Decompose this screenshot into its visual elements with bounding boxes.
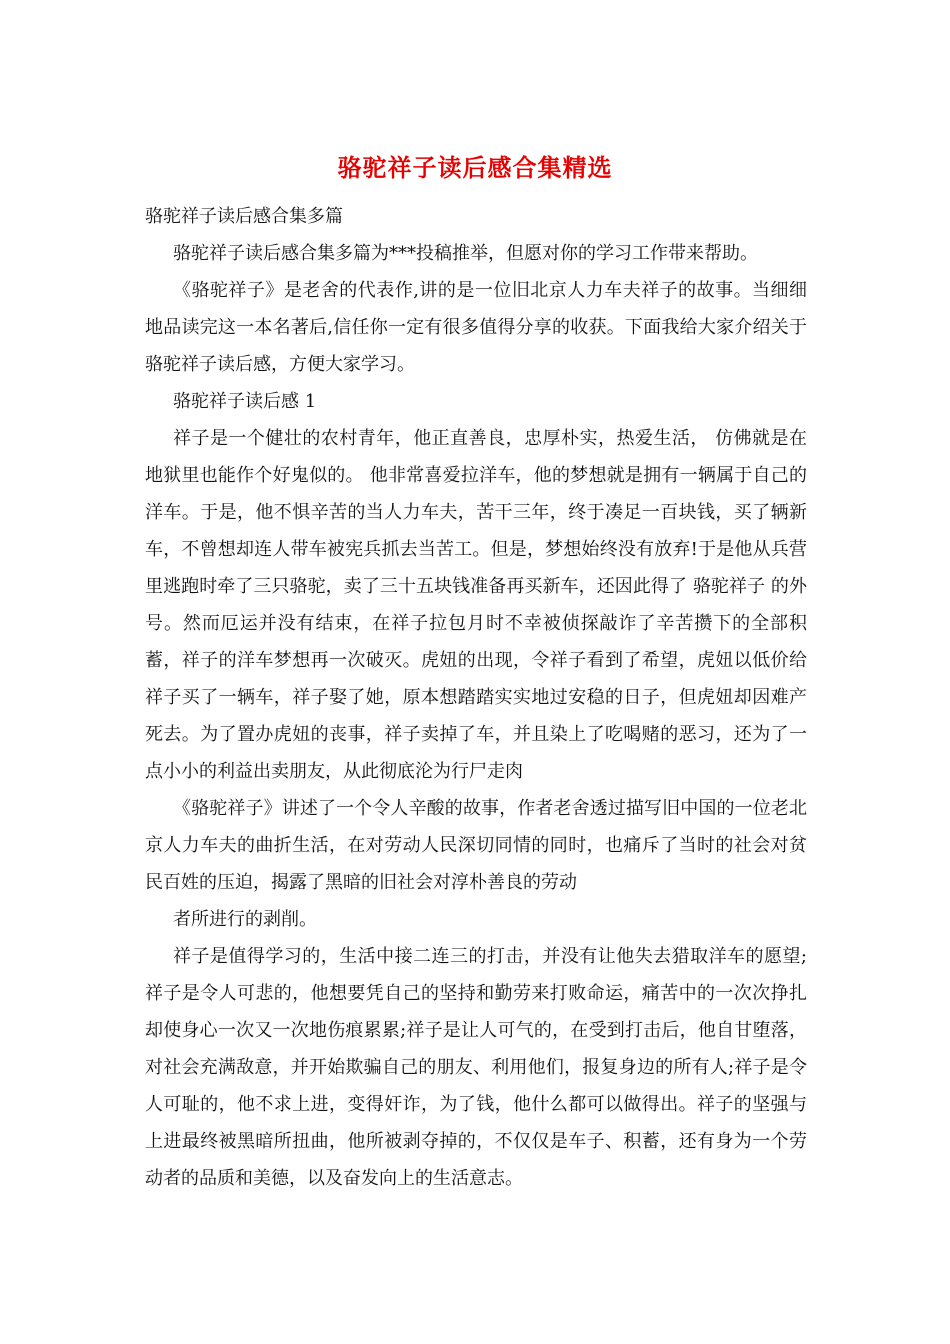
section-heading: 骆驼祥子读后感 1	[173, 391, 317, 412]
analysis-continuation: 者所进行的剥削。	[173, 909, 317, 930]
document-body	[145, 198, 807, 1197]
document-title: 骆驼祥子读后感合集精选	[337, 153, 613, 182]
analysis-paragraph: 《骆驼祥子》讲述了一个令人辛酸的故事，作者老舍透过描写旧中国的一位老北京人力车夫的曲折生活，在对劳动人民深切同情的同时，也痛斥了当时的社会对贫民百姓的压迫，揭露了黑暗的旧社会对淳朴善良的劳动	[145, 798, 807, 893]
intro-paragraph: 骆驼祥子读后感合集多篇为***投稿推举，但愿对你的学习工作带来帮助。	[173, 243, 758, 264]
subtitle-paragraph: 骆驼祥子读后感合集多篇	[145, 206, 343, 227]
reflection-paragraph: 祥子是值得学习的，生活中接二连三的打击，并没有让他失去猎取洋车的愿望;祥子是令人可悲的，他想要凭自己的坚持和勤劳来打败命运，痛苦中的一次次挣扎却使身心一次又一次地伤痕累累;祥子是让人可气的，在受到打击后，他自甘堕落，对社会充满敌意，并开始欺骗自己的朋友、利用他们，报复身边的所有人;祥子是令人可耻的，他不求上进，变得奸诈，为了钱，他什么都可以做得出。祥子的坚强与上进最终被黑暗所扭曲，他所被剥夺掉的，不仅仅是车子、积蓄，还有身为一个劳动者的品质和美德，以及奋发向上的生活意志。	[145, 946, 807, 1189]
summary-paragraph: 《骆驼祥子》是老舍的代表作,讲的是一位旧北京人力车夫祥子的故事。当细细地品读完这一本名著后,信任你一定有很多值得分享的收获。下面我给大家介绍关于骆驼祥子读后感，方便大家学习。	[145, 280, 807, 375]
story-paragraph: 祥子是一个健壮的农村青年，他正直善良，忠厚朴实，热爱生活， 仿佛就是在地狱里也能作个好鬼似的。 他非常喜爱拉洋车，他的梦想就是拥有一辆属于自己的洋车。于是，他不惧辛苦的当人力车夫，苦干三年，终于凑足一百块钱，买了辆新车，不曾想却连人带车被宪兵抓去当苦工。但是，梦想始终没有放弃!于是他从兵营里逃跑时牵了三只骆驼，卖了三十五块钱准备再买新车，还因此得了 骆驼祥子 的外号。然而厄运并没有结束，在祥子拉包月时不幸被侦探敲诈了辛苦攒下的全部积蓄，祥子的洋车梦想再一次破灭。虎妞的出现，令祥子看到了希望，虎妞以低价给祥子买了一辆车，祥子娶了她，原本想踏踏实实地过安稳的日子，但虎妞却因难产死去。为了置办虎妞的丧事，祥子卖掉了车，并且染上了吃喝赌的恶习，还为了一点小小的利益出卖朋友，从此彻底沦为行尸走肉	[145, 428, 807, 782]
